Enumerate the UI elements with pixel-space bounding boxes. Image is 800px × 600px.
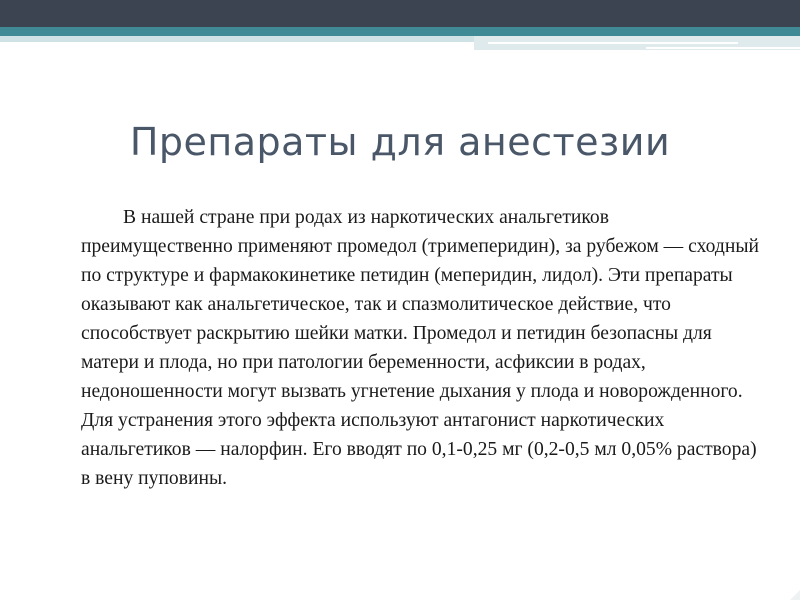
header-accent-line (488, 42, 738, 44)
body-paragraph: В нашей стране при родах из наркотических анальгетиков преимущественно применяют промедол (тримеперидин), за рубежом — сходный по структуре и фармакокинетике петидин (меперидин, лидол). Эти препараты оказывают как анальгетическое, так и спазмолитическое действие, что способствует раскрытию шейки матки. Промедол и петидин безопасны для матери и плода, но при патологии беременности, асфиксии в родах, недоношенности могут вызвать угнетение дыхания у плода и новорожденного. Для устранения этого эффекта используют антагонист наркотических анальгетиков — налорфин. Его вводят по 0,1-0,25 мг (0,2-0,5 мл 0,05% раствора) в вену пуповины. (81, 207, 759, 489)
header-accent-line (646, 47, 800, 49)
slide-corner-decoration (790, 590, 800, 600)
header-band-teal (0, 27, 800, 36)
header-band-dark (0, 0, 800, 27)
slide-title: Препараты для анестезии (129, 120, 671, 164)
header-band-light-left (0, 36, 474, 42)
